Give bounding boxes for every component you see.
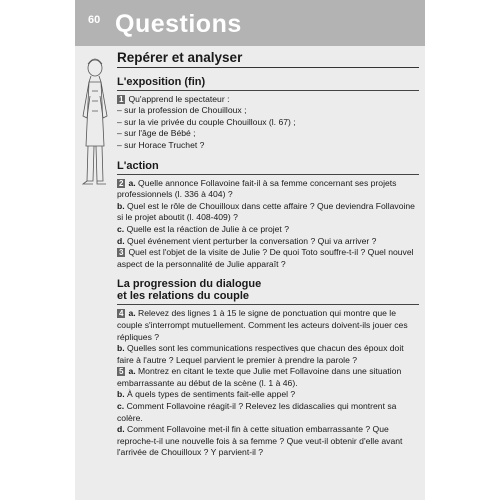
section-title-action: L'action (117, 160, 419, 175)
character-illustration (75, 46, 115, 196)
question-2a: 2 a. Quelle annonce Follavoine fait-il à sa femme concernant ses projets professionnels (l. 336 à 404) ? (117, 177, 397, 200)
question-5c: c. Comment Follavoine réagit-il ? Relevez les didascalies qui montrent sa colère. (117, 401, 397, 423)
book-page (75, 0, 425, 500)
question-5d: d. Comment Follavoine met-il fin à cette situation embarrassante ? Que reproche-t-il une nouvelle fois à sa femme ? Que veut-il obtenir d'elle avant l'arrivée de Chouilloux ? Y parvient-il ? (117, 424, 403, 458)
header-band (75, 0, 425, 46)
question-number: 3 (119, 248, 124, 258)
question-2c: c. Quelle est la réaction de Julie à ce projet ? (117, 223, 289, 234)
question-2d: d. Quel événement vient perturber la conversation ? Qui va arriver ? (117, 235, 377, 246)
question-4a: 4 a. Relevez des lignes 1 à 15 le signe de ponctuation qui montre que le couple s'interrompt mutuellement. Comment les acteurs doivent-ils jouer ces répliques ? (117, 308, 408, 342)
question-5a: 5 a. Montrez en citant le texte que Julie met Follavoine dans une situation embarrassante au début de la scène (l. 1 à 46). (117, 366, 402, 388)
section-action (117, 160, 419, 271)
question-2b: b. Quel est le rôle de Chouilloux dans cette affaire ? Que deviendra Follavoine si le projet aboutit (l. 408-409) ? (117, 200, 415, 223)
question-3: 3 Quel est l'objet de la visite de Julie ? De quoi Toto souffre-t-il ? Quel nouvel aspect de la personnalité de Julie apparaît ? (117, 247, 414, 269)
list-item: – sur Horace Truchet ? (117, 139, 205, 150)
list-item: – sur la vie privée du couple Chouilloux (l. 67) ; (117, 116, 296, 127)
main-title: Repérer et analyser (117, 52, 419, 68)
question-4b: b. Quelles sont les communications respectives que chacun des époux doit faire à l'autre ? Lequel parvient le premier à prendre la parole ? (117, 343, 404, 365)
page-number: 60 (88, 14, 101, 26)
section-exposition (117, 76, 419, 152)
chapter-title: Questions (115, 10, 242, 38)
question-5b: b. À quels types de sentiments fait-elle appel ? (117, 389, 296, 400)
section-title-dialogue: La progression du dialogue et les relations du couple (117, 278, 419, 305)
list-item: – sur la profession de Chouilloux ; (117, 105, 247, 116)
question-number: 5 (119, 367, 124, 377)
section-title-exposition: L'exposition (fin) (117, 76, 419, 91)
question-1: 1 Qu'apprend le spectateur : (119, 93, 230, 104)
section-dialogue (117, 278, 419, 459)
question-number: 1 (119, 94, 124, 104)
questions-content (117, 52, 419, 467)
list-item: – sur l'âge de Bébé ; (117, 128, 196, 139)
question-number: 2 (119, 178, 124, 188)
question-number: 4 (119, 309, 124, 319)
